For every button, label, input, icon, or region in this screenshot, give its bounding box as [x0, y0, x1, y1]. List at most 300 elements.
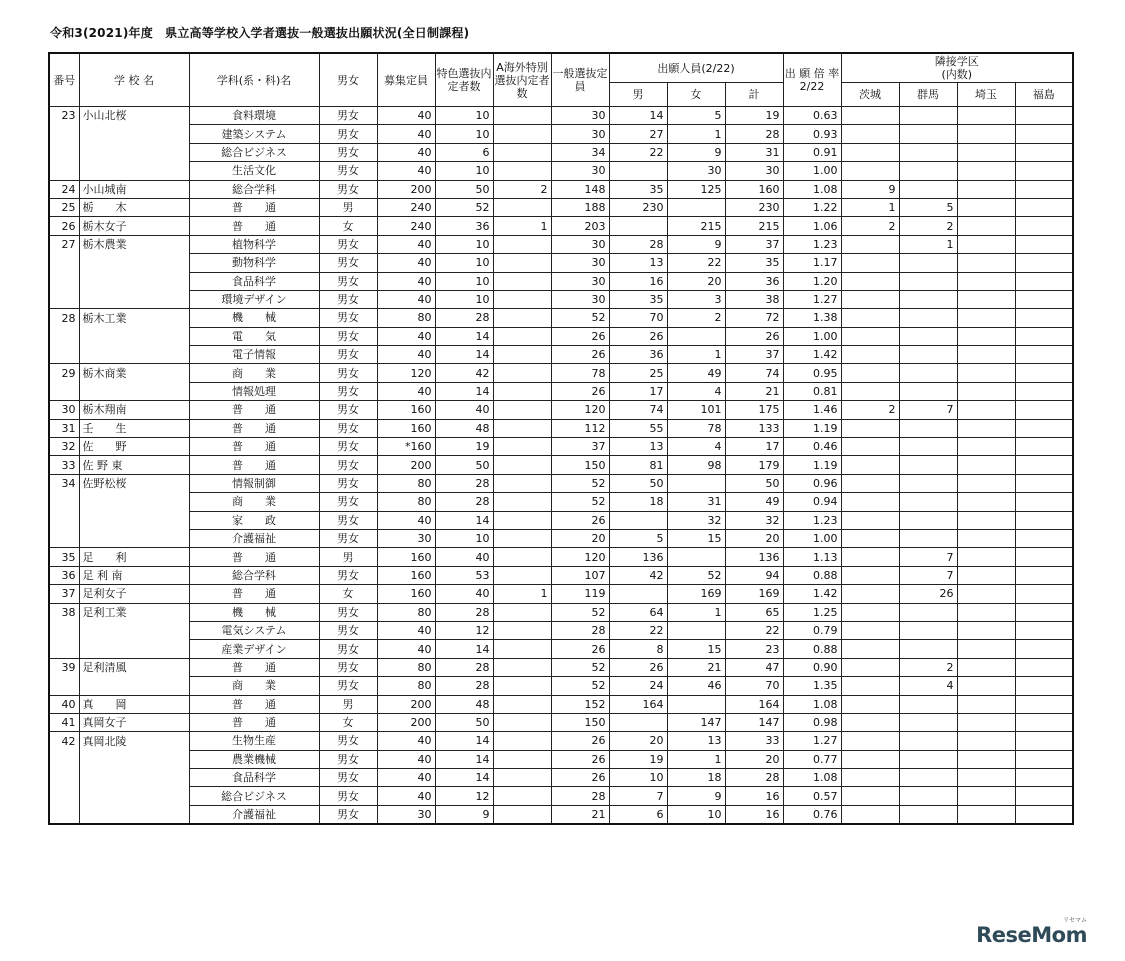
cell-sa: [957, 474, 1015, 492]
cell-dept: 機 械: [189, 309, 319, 327]
header-ratio: [783, 53, 841, 107]
table-row: [49, 143, 1073, 161]
cell-tk: 12: [435, 621, 493, 639]
table-row: [49, 438, 1073, 456]
cell-f: 49: [667, 364, 725, 382]
cell-gu: [899, 125, 957, 143]
cell-ib: [841, 658, 899, 676]
cell-r: 0.88: [783, 640, 841, 658]
cell-ip: 120: [551, 401, 609, 419]
cell-tk: 28: [435, 603, 493, 621]
cell-r: 0.94: [783, 493, 841, 511]
cell-t: 179: [725, 456, 783, 474]
cell-ip: 152: [551, 695, 609, 713]
cell-dept: 家 政: [189, 511, 319, 529]
cell-t: 49: [725, 493, 783, 511]
cell-m: 13: [609, 438, 667, 456]
cell-kg: [493, 529, 551, 547]
cell-r: 1.00: [783, 327, 841, 345]
cell-m: 17: [609, 382, 667, 400]
cell-sa: [957, 566, 1015, 584]
cell-dept: 普 通: [189, 695, 319, 713]
cell-r: 1.42: [783, 346, 841, 364]
cell-ib: [841, 585, 899, 603]
cell-t: 16: [725, 787, 783, 805]
cell-ib: [841, 162, 899, 180]
cell-ip: 26: [551, 769, 609, 787]
cell-kg: [493, 382, 551, 400]
cell-fu: [1015, 198, 1073, 216]
cell-tk: 6: [435, 143, 493, 161]
cell-ib: [841, 254, 899, 272]
table-row: [49, 529, 1073, 547]
cell-f: 20: [667, 272, 725, 290]
cell-tk: 10: [435, 272, 493, 290]
cell-r: 0.96: [783, 474, 841, 492]
cell-school: [79, 125, 189, 143]
cell-sa: [957, 162, 1015, 180]
cell-school: [79, 327, 189, 345]
cell-t: 32: [725, 511, 783, 529]
cell-m: 164: [609, 695, 667, 713]
cell-m: 6: [609, 805, 667, 824]
cell-m: 22: [609, 621, 667, 639]
cell-school: [79, 143, 189, 161]
cell-r: 1.46: [783, 401, 841, 419]
cell-ip: 119: [551, 585, 609, 603]
cell-ip: 30: [551, 235, 609, 253]
cell-fu: [1015, 235, 1073, 253]
cell-ib: [841, 566, 899, 584]
cell-f: 78: [667, 419, 725, 437]
cell-fu: [1015, 732, 1073, 750]
cell-cap: 240: [377, 198, 435, 216]
cell-sa: [957, 511, 1015, 529]
cell-f: 31: [667, 493, 725, 511]
cell-r: 0.98: [783, 713, 841, 731]
cell-fu: [1015, 401, 1073, 419]
cell-cap: 40: [377, 162, 435, 180]
cell-gu: [899, 529, 957, 547]
table-header: [49, 53, 1073, 107]
cell-ip: 26: [551, 327, 609, 345]
header-gunma: 群馬: [899, 83, 957, 107]
cell-f: 147: [667, 713, 725, 731]
cell-dept: 普 通: [189, 198, 319, 216]
cell-sa: [957, 217, 1015, 235]
cell-ip: 20: [551, 529, 609, 547]
cell-g: 男女: [319, 529, 377, 547]
cell-dept: 情報制御: [189, 474, 319, 492]
cell-r: 0.93: [783, 125, 841, 143]
cell-no: [49, 805, 79, 824]
header-rinsetsu-label: 隣接学区: [934, 55, 979, 68]
cell-no: [49, 769, 79, 787]
cell-school: 小山城南: [79, 180, 189, 198]
cell-cap: 80: [377, 658, 435, 676]
cell-sa: [957, 640, 1015, 658]
cell-ip: 30: [551, 290, 609, 308]
cell-m: 50: [609, 474, 667, 492]
cell-fu: [1015, 750, 1073, 768]
cell-ip: 52: [551, 658, 609, 676]
header-fukushima: 福島: [1015, 83, 1073, 107]
cell-no: [49, 511, 79, 529]
cell-ib: [841, 621, 899, 639]
logo-ruby: リセマム: [1063, 917, 1087, 924]
cell-kg: [493, 107, 551, 125]
cell-ip: 150: [551, 713, 609, 731]
cell-school: [79, 750, 189, 768]
cell-dept: 普 通: [189, 438, 319, 456]
cell-dept: 食品科学: [189, 272, 319, 290]
cell-r: 1.23: [783, 235, 841, 253]
cell-tk: 10: [435, 125, 493, 143]
cell-r: 1.08: [783, 695, 841, 713]
cell-ip: 120: [551, 548, 609, 566]
cell-tk: 14: [435, 382, 493, 400]
cell-f: 9: [667, 787, 725, 805]
cell-ib: [841, 107, 899, 125]
cell-gu: [899, 382, 957, 400]
cell-f: 13: [667, 732, 725, 750]
cell-fu: [1015, 162, 1073, 180]
cell-r: 1.22: [783, 198, 841, 216]
cell-cap: 160: [377, 401, 435, 419]
cell-kg: [493, 162, 551, 180]
cell-school: [79, 382, 189, 400]
cell-t: 47: [725, 658, 783, 676]
cell-t: 28: [725, 769, 783, 787]
cell-dept: 介護福祉: [189, 805, 319, 824]
cell-g: 男女: [319, 235, 377, 253]
cell-ib: [841, 548, 899, 566]
cell-sa: [957, 769, 1015, 787]
cell-gu: [899, 750, 957, 768]
cell-f: 215: [667, 217, 725, 235]
table-row: [49, 805, 1073, 824]
cell-cap: 40: [377, 254, 435, 272]
cell-school: 佐野松桜: [79, 474, 189, 492]
table-row: [49, 713, 1073, 731]
cell-no: 36: [49, 566, 79, 584]
cell-g: 男女: [319, 382, 377, 400]
cell-no: [49, 272, 79, 290]
cell-school: 真 岡: [79, 695, 189, 713]
cell-ip: 30: [551, 272, 609, 290]
cell-cap: 40: [377, 125, 435, 143]
cell-ib: [841, 364, 899, 382]
cell-no: 27: [49, 235, 79, 253]
cell-gu: 26: [899, 585, 957, 603]
cell-dept: 電 気: [189, 327, 319, 345]
cell-r: 0.79: [783, 621, 841, 639]
cell-sa: [957, 603, 1015, 621]
cell-gu: [899, 474, 957, 492]
cell-t: 133: [725, 419, 783, 437]
cell-fu: [1015, 217, 1073, 235]
cell-gu: 7: [899, 566, 957, 584]
cell-kg: [493, 419, 551, 437]
cell-gu: [899, 640, 957, 658]
cell-m: 64: [609, 603, 667, 621]
cell-school: 足 利 南: [79, 566, 189, 584]
cell-no: [49, 677, 79, 695]
cell-f: 4: [667, 382, 725, 400]
cell-ip: 112: [551, 419, 609, 437]
cell-f: 169: [667, 585, 725, 603]
cell-fu: [1015, 364, 1073, 382]
cell-g: 男女: [319, 419, 377, 437]
cell-ib: [841, 713, 899, 731]
cell-sa: [957, 677, 1015, 695]
cell-ib: [841, 235, 899, 253]
cell-sa: [957, 327, 1015, 345]
cell-m: 26: [609, 327, 667, 345]
table-row: [49, 769, 1073, 787]
cell-g: 男女: [319, 474, 377, 492]
cell-cap: 40: [377, 787, 435, 805]
cell-r: 1.00: [783, 162, 841, 180]
cell-fu: [1015, 107, 1073, 125]
cell-kg: [493, 143, 551, 161]
cell-dept: 食料環境: [189, 107, 319, 125]
cell-tk: 10: [435, 254, 493, 272]
cell-f: 15: [667, 529, 725, 547]
cell-tk: 12: [435, 787, 493, 805]
cell-fu: [1015, 548, 1073, 566]
cell-g: 男女: [319, 750, 377, 768]
cell-tk: 10: [435, 162, 493, 180]
cell-kg: [493, 621, 551, 639]
cell-cap: 200: [377, 695, 435, 713]
cell-m: 7: [609, 787, 667, 805]
cell-gu: [899, 438, 957, 456]
cell-ip: 148: [551, 180, 609, 198]
cell-sa: [957, 732, 1015, 750]
cell-sa: [957, 805, 1015, 824]
cell-tk: 50: [435, 713, 493, 731]
cell-m: 136: [609, 548, 667, 566]
cell-sa: [957, 787, 1015, 805]
header-ratio-label: 出 願 倍 率: [784, 67, 840, 80]
cell-dept: 産業デザイン: [189, 640, 319, 658]
table-row: [49, 474, 1073, 492]
cell-gu: [899, 272, 957, 290]
cell-no: 40: [49, 695, 79, 713]
cell-g: 男女: [319, 346, 377, 364]
cell-g: 男女: [319, 401, 377, 419]
cell-sa: [957, 235, 1015, 253]
cell-ib: [841, 438, 899, 456]
cell-cap: *160: [377, 438, 435, 456]
table-row: [49, 217, 1073, 235]
table-row: [49, 180, 1073, 198]
cell-sa: [957, 585, 1015, 603]
cell-f: [667, 198, 725, 216]
cell-sa: [957, 438, 1015, 456]
cell-ip: 26: [551, 640, 609, 658]
cell-fu: [1015, 658, 1073, 676]
cell-dept: 電子情報: [189, 346, 319, 364]
cell-ip: 26: [551, 511, 609, 529]
cell-kg: [493, 658, 551, 676]
cell-school: 足 利: [79, 548, 189, 566]
cell-no: 41: [49, 713, 79, 731]
table-row: [49, 419, 1073, 437]
cell-sa: [957, 198, 1015, 216]
header-gender: 男女: [319, 53, 377, 107]
cell-gu: [899, 327, 957, 345]
cell-t: 74: [725, 364, 783, 382]
cell-ib: [841, 805, 899, 824]
cell-ip: 26: [551, 750, 609, 768]
cell-school: 真岡女子: [79, 713, 189, 731]
cell-m: 28: [609, 235, 667, 253]
cell-sa: [957, 713, 1015, 731]
cell-no: [49, 529, 79, 547]
cell-school: [79, 769, 189, 787]
cell-tk: 48: [435, 695, 493, 713]
cell-gu: 2: [899, 658, 957, 676]
cell-f: 2: [667, 309, 725, 327]
cell-t: 164: [725, 695, 783, 713]
cell-r: 1.08: [783, 180, 841, 198]
cell-gu: [899, 695, 957, 713]
cell-r: 1.06: [783, 217, 841, 235]
cell-dept: 普 通: [189, 419, 319, 437]
table-row: [49, 382, 1073, 400]
cell-f: 22: [667, 254, 725, 272]
cell-gu: [899, 732, 957, 750]
cell-gu: 7: [899, 548, 957, 566]
cell-kg: [493, 769, 551, 787]
cell-ib: 1: [841, 198, 899, 216]
cell-g: 男女: [319, 566, 377, 584]
table-row: [49, 254, 1073, 272]
cell-t: 230: [725, 198, 783, 216]
page-title: 令和3(2021)年度 県立高等学校入学者選抜一般選抜出願状況(全日制課程): [50, 26, 470, 40]
cell-g: 男女: [319, 143, 377, 161]
cell-g: 男女: [319, 787, 377, 805]
cell-no: [49, 327, 79, 345]
cell-dept: 農業機械: [189, 750, 319, 768]
cell-cap: 160: [377, 548, 435, 566]
cell-fu: [1015, 272, 1073, 290]
cell-dept: 普 通: [189, 658, 319, 676]
cell-m: 20: [609, 732, 667, 750]
cell-sa: [957, 529, 1015, 547]
cell-r: 1.42: [783, 585, 841, 603]
cell-no: [49, 254, 79, 272]
cell-f: 9: [667, 235, 725, 253]
header-ibaraki: 茨城: [841, 83, 899, 107]
cell-f: [667, 621, 725, 639]
cell-tk: 28: [435, 493, 493, 511]
cell-r: 1.17: [783, 254, 841, 272]
cell-gu: [899, 143, 957, 161]
cell-dept: 情報処理: [189, 382, 319, 400]
cell-gu: [899, 511, 957, 529]
cell-m: [609, 713, 667, 731]
cell-ib: [841, 750, 899, 768]
cell-no: [49, 290, 79, 308]
cell-tk: 9: [435, 805, 493, 824]
cell-t: 38: [725, 290, 783, 308]
cell-cap: 160: [377, 566, 435, 584]
cell-t: 31: [725, 143, 783, 161]
cell-no: [49, 640, 79, 658]
cell-kg: [493, 254, 551, 272]
cell-kg: [493, 474, 551, 492]
cell-ib: [841, 290, 899, 308]
cell-fu: [1015, 290, 1073, 308]
cell-ip: 52: [551, 603, 609, 621]
cell-g: 女: [319, 713, 377, 731]
cell-cap: 40: [377, 732, 435, 750]
cell-kg: [493, 327, 551, 345]
table-row: [49, 198, 1073, 216]
cell-f: 1: [667, 346, 725, 364]
cell-r: 0.46: [783, 438, 841, 456]
cell-dept: 建築システム: [189, 125, 319, 143]
cell-f: [667, 474, 725, 492]
cell-r: 1.25: [783, 603, 841, 621]
cell-cap: 120: [377, 364, 435, 382]
cell-ib: [841, 529, 899, 547]
cell-no: [49, 382, 79, 400]
cell-no: 23: [49, 107, 79, 125]
cell-cap: 40: [377, 290, 435, 308]
cell-tk: 40: [435, 548, 493, 566]
cell-ip: 52: [551, 677, 609, 695]
table-row: [49, 456, 1073, 474]
cell-f: 98: [667, 456, 725, 474]
cell-r: 1.23: [783, 511, 841, 529]
cell-kg: [493, 401, 551, 419]
cell-cap: 30: [377, 805, 435, 824]
cell-tk: 10: [435, 235, 493, 253]
cell-ib: [841, 419, 899, 437]
header-total: 計: [725, 83, 783, 107]
cell-tk: 14: [435, 750, 493, 768]
cell-t: 50: [725, 474, 783, 492]
cell-school: 壬 生: [79, 419, 189, 437]
cell-kg: [493, 493, 551, 511]
cell-fu: [1015, 713, 1073, 731]
cell-r: 1.08: [783, 769, 841, 787]
cell-ib: [841, 474, 899, 492]
cell-cap: 200: [377, 180, 435, 198]
cell-fu: [1015, 787, 1073, 805]
cell-m: 81: [609, 456, 667, 474]
table-row: [49, 640, 1073, 658]
cell-g: 男女: [319, 603, 377, 621]
cell-cap: 40: [377, 143, 435, 161]
cell-dept: 生物生産: [189, 732, 319, 750]
cell-g: 男女: [319, 107, 377, 125]
cell-dept: 総合学科: [189, 566, 319, 584]
cell-cap: 80: [377, 677, 435, 695]
cell-no: 30: [49, 401, 79, 419]
cell-g: 男女: [319, 327, 377, 345]
cell-school: 栃 木: [79, 198, 189, 216]
cell-sa: [957, 401, 1015, 419]
cell-kg: [493, 750, 551, 768]
cell-cap: 80: [377, 309, 435, 327]
cell-school: [79, 290, 189, 308]
table-row: [49, 493, 1073, 511]
